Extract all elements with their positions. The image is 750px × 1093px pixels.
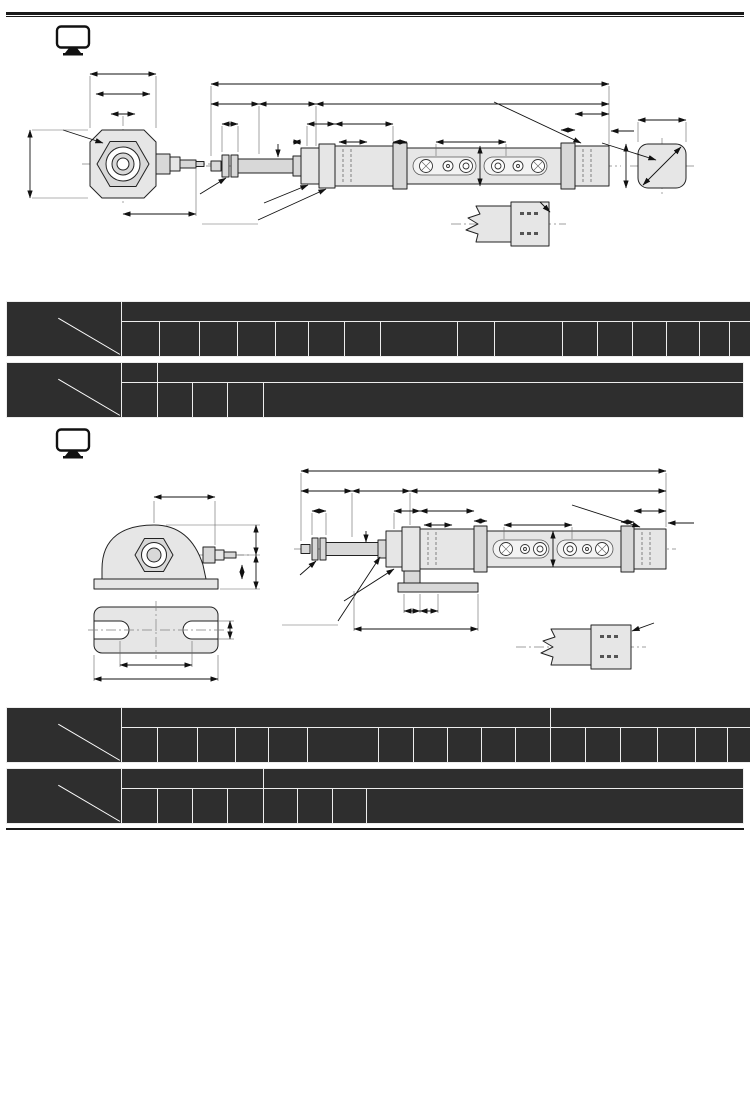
col-header [728,728,750,763]
col-header [160,322,200,357]
col-header [381,322,458,357]
col-header [198,728,236,763]
corner-cell [7,708,122,763]
group-header-blank [122,363,158,383]
group-header [122,302,750,322]
col-header-blank [264,383,744,418]
page-footer [6,828,744,840]
foot-bracket-side-view [94,497,260,589]
foot-bracket-bottom-view [88,601,234,681]
col-header [730,322,750,357]
col-header [122,322,160,357]
col-header [238,322,276,357]
with-switch-table [6,362,744,418]
group-header [158,363,744,383]
cad-icon [54,428,92,459]
col-header [621,728,658,763]
col-header [309,322,345,357]
col-header [122,383,158,418]
col-header [298,789,333,824]
cylinder-side-view-foot [282,471,694,631]
axial-port-view-2 [516,623,654,669]
cylinder-side-view [200,84,634,224]
section2-heading-row [8,428,744,459]
col-header [700,322,730,357]
col-header [308,728,379,763]
col-header [563,322,598,357]
col-header [158,789,193,824]
group-header [551,708,750,728]
col-header [379,728,414,763]
col-header-blank [367,789,744,824]
basic-type-dimension-drawing [6,56,746,291]
foot-bracket-dimension-drawing [6,459,746,697]
col-header [516,728,551,763]
col-header [667,322,700,357]
col-header [158,383,193,418]
page-title [6,5,744,15]
foot-type-switch-table [6,768,744,824]
clevis-front-view [30,74,211,216]
col-header [200,322,238,357]
col-header [193,789,228,824]
corner-cell [7,363,122,418]
col-header [482,728,516,763]
group-header [122,708,551,728]
col-header [264,789,298,824]
col-header [598,322,633,357]
col-header [228,789,264,824]
col-header [551,728,586,763]
col-header [448,728,482,763]
col-header [458,322,495,357]
col-header [158,728,198,763]
col-header [345,322,381,357]
col-header [122,789,158,824]
group-header-blank [122,769,264,789]
group-header [264,769,744,789]
col-header [333,789,367,824]
cad-icon [54,25,92,56]
col-header [658,728,696,763]
col-header [236,728,269,763]
corner-cell [7,302,122,357]
col-header [495,322,563,357]
col-header [414,728,448,763]
col-header [122,728,158,763]
col-header [696,728,728,763]
col-header [276,322,309,357]
col-header [269,728,308,763]
col-header [633,322,667,357]
foot-type-dimensions-table [6,707,750,763]
col-header [586,728,621,763]
col-header [228,383,264,418]
section1-heading-row [8,25,744,56]
basic-dimensions-table [6,301,750,357]
corner-cell [7,769,122,824]
axial-port-view [451,202,566,246]
col-header [193,383,228,418]
